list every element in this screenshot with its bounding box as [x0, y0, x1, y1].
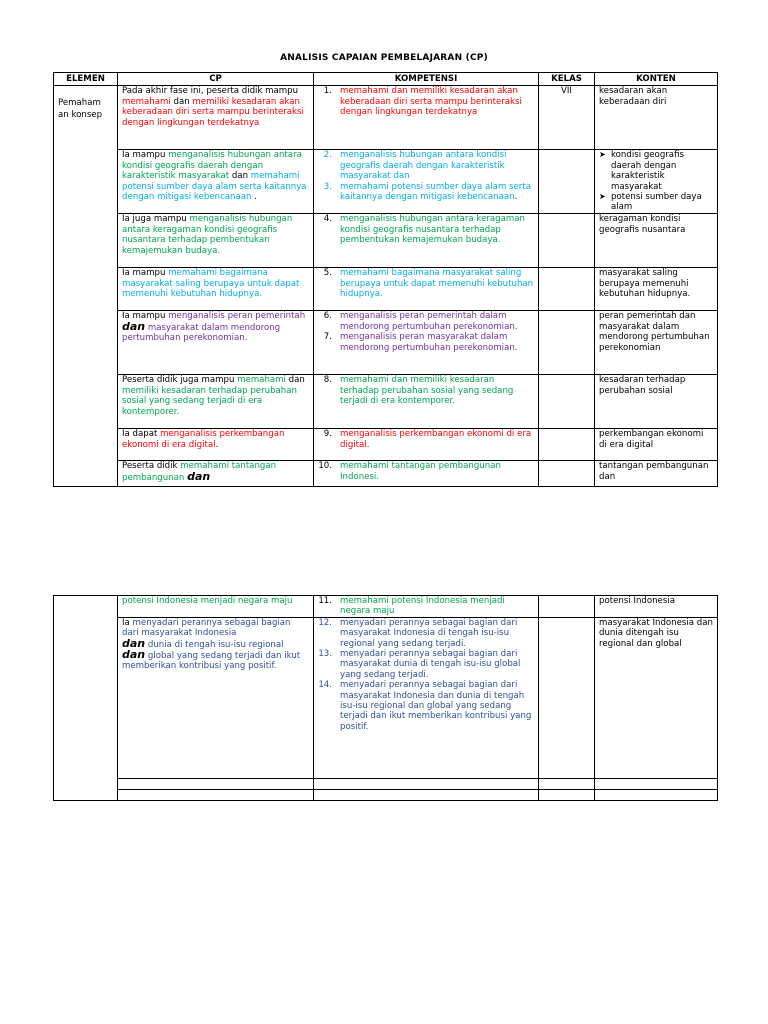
- item-number: 10.: [318, 461, 332, 472]
- dan-emphasis: dan: [122, 319, 146, 333]
- kompetensi-text: .: [514, 192, 518, 203]
- table-row: [54, 778, 718, 789]
- kompetensi-text: menganalisis peran pemerintah dalam mendorong pertumbuhan perekonomian.: [340, 311, 518, 332]
- dan-emphasis: dan: [122, 636, 146, 650]
- kompetensi-cell: [314, 375, 539, 429]
- cp-text: Peserta didik juga mampu: [122, 375, 238, 386]
- kelas-cell: [539, 429, 595, 461]
- konten-cell: masyarakat Indonesia dan dunia ditengah isu regional dan global: [595, 617, 718, 778]
- cp-text: memahami tantangan pembangunan: [122, 461, 277, 483]
- kompetensi-text: memahami tantangan pembangunan Indonesi.: [340, 461, 501, 482]
- cp-cell: [118, 86, 314, 150]
- kompetensi-cell: [314, 268, 539, 311]
- kompetensi-text: memahami dan memiliki kesadaran terhadap perubahan sosial yang sedang terjadi di era kontemporer.: [340, 375, 514, 407]
- table-row: [54, 461, 718, 487]
- cp-cell: [118, 789, 314, 800]
- item-number: 8.: [323, 375, 332, 386]
- kelas-cell: [539, 789, 595, 800]
- cp-cell: [118, 778, 314, 789]
- cp-text: Ia: [122, 617, 133, 628]
- kelas-cell: [539, 461, 595, 487]
- kelas-cell: [539, 311, 595, 375]
- konten-cell: [595, 778, 718, 789]
- kompetensi-cell: [314, 214, 539, 268]
- item-number: 7.: [323, 332, 332, 343]
- header-elemen: ELEMEN: [54, 73, 118, 86]
- konten-cell: keragaman kondisi geografis nusantara: [595, 214, 718, 268]
- kompetensi-text: menyadari perannya sebagai bagian dari masyarakat dunia di tengah isu-isu global yang sedang terjadi.: [340, 649, 521, 680]
- kompetensi-cell: [314, 86, 539, 150]
- arrow-bullet-icon: ➤: [599, 192, 606, 202]
- konten-cell: masyarakat saling berupaya memenuhi kebutuhan hidupnya.: [595, 268, 718, 311]
- cp-text: dan: [285, 375, 305, 386]
- kelas-cell: [539, 268, 595, 311]
- table-row: [54, 596, 718, 618]
- cp-text: memahami bagaimana masyarakat saling berupaya untuk dapat memenuhi kebutuhan hidupnya.: [122, 268, 300, 300]
- cp-cell: [118, 214, 314, 268]
- item-number: 14.: [318, 680, 332, 691]
- cp-cell: [118, 461, 314, 487]
- header-kelas: KELAS: [539, 73, 595, 86]
- konten-text: potensi sumber daya alam: [611, 192, 702, 213]
- konten-text: kondisi geografis daerah dengan karakteristik masyarakat: [611, 150, 684, 192]
- cp-text: menganalisis peran pemerintah: [168, 311, 306, 322]
- item-number: 6.: [323, 311, 332, 322]
- cp-text: menyadari perannya sebagai bagian dari masyarakat Indonesia: [122, 617, 291, 639]
- dan-emphasis: dan: [187, 469, 211, 483]
- cp-text: memahami: [122, 96, 171, 107]
- cp-cell: [118, 268, 314, 311]
- elemen-cell: [54, 596, 118, 801]
- cp-cell: [118, 311, 314, 375]
- kompetensi-cell: [314, 311, 539, 375]
- cp-text: masyarakat dalam mendorong pertumbuhan perekonomian.: [122, 322, 281, 344]
- cp-text: dan: [170, 96, 193, 107]
- cp-analysis-table: [53, 72, 718, 487]
- cp-text: Ia mampu: [122, 311, 169, 322]
- kompetensi-cell: [314, 789, 539, 800]
- kompetensi-text: menganalisis hubungan antara kondisi geografis daerah dengan karakteristik masyarakat dan: [340, 150, 507, 182]
- kompetensi-text: menganalisis peran masyarakat dalam mendorong pertumbuhan perekonomian.: [340, 332, 518, 353]
- table-row: [54, 86, 718, 150]
- header-kompetensi: KOMPETENSI: [314, 73, 539, 86]
- kompetensi-cell: [314, 150, 539, 214]
- kompetensi-text: menyadari perannya sebagai bagian dari masyarakat Indonesia dan dunia di tengah isu-isu regional dan global yang sedang terjadi dan ikut memberikan kontribusi yang positif.: [340, 680, 532, 732]
- konten-cell: kesadaran terhadap perubahan sosial: [595, 375, 718, 429]
- item-number: 11.: [318, 596, 332, 606]
- cp-text: global yang sedang terjadi dan ikut memberikan kontribusi yang positif.: [122, 651, 301, 672]
- cp-text: Ia dapat: [122, 429, 161, 440]
- cp-cell: [118, 375, 314, 429]
- cp-text: .: [215, 439, 219, 450]
- item-number: 4.: [323, 214, 332, 225]
- kelas-cell: [539, 778, 595, 789]
- kelas-cell: [539, 214, 595, 268]
- table-row: [54, 429, 718, 461]
- kompetensi-cell: [314, 429, 539, 461]
- cp-analysis-table-continued: [53, 595, 718, 801]
- item-number: 13.: [318, 649, 332, 660]
- item-number: 5.: [323, 268, 332, 279]
- konten-cell: potensi Indonesia: [595, 596, 718, 618]
- kompetensi-cell: [314, 461, 539, 487]
- kelas-cell: [539, 596, 595, 618]
- item-number: 2.: [323, 150, 332, 161]
- konten-cell: [595, 789, 718, 800]
- header-cp: CP: [118, 73, 314, 86]
- header-row: [54, 73, 718, 86]
- cp-text: Ia mampu: [122, 268, 169, 279]
- table-row: [54, 617, 718, 778]
- kompetensi-text: memahami dan memiliki kesadaran akan keberadaan diri serta mampu berinteraksi dengan lingkungan terdekatnya: [340, 86, 522, 118]
- table-row: [54, 311, 718, 375]
- konten-cell: perkembangan ekonomi di era digital: [595, 429, 718, 461]
- cp-text: Peserta didik: [122, 461, 181, 472]
- table-row: [54, 268, 718, 311]
- kelas-cell: [539, 617, 595, 778]
- item-number: 12.: [318, 617, 332, 628]
- cp-cell: [118, 429, 314, 461]
- cp-cell: [118, 596, 314, 618]
- table-row: [54, 789, 718, 800]
- header-konten: KONTEN: [595, 73, 718, 86]
- cp-cell: [118, 617, 314, 778]
- kompetensi-text: memahami potensi Indonesia menjadi negara maju: [340, 596, 505, 617]
- kompetensi-cell: [314, 778, 539, 789]
- kompetensi-text: menganalisis perkembangan ekonomi di era digital.: [340, 429, 532, 450]
- arrow-bullet-icon: ➤: [599, 150, 606, 160]
- kompetensi-text: menyadari perannya sebagai bagian dari masyarakat Indonesia di tengah isu-isu regional yang sedang terjadi.: [340, 617, 518, 649]
- kelas-cell: VII: [539, 86, 595, 150]
- konten-cell: [595, 150, 718, 214]
- kompetensi-text: memahami potensi sumber daya alam serta kaitannya dengan mitigasi kebencanaan: [340, 181, 531, 203]
- elemen-cell: Pemaham an konsep: [54, 86, 118, 487]
- konten-cell: peran pemerintah dan masyarakat dalam mendorong pertumbuhan perekonomian: [595, 311, 718, 375]
- cp-text: memiliki kesadaran terhadap perubahan sosial yang sedang terjadi di era kontemporer.: [122, 385, 297, 417]
- dan-emphasis: dan: [122, 648, 146, 662]
- kelas-cell: [539, 150, 595, 214]
- kelas-cell: [539, 375, 595, 429]
- item-number: 3.: [323, 181, 332, 192]
- kompetensi-text: menganalisis hubungan antara keragaman kondisi geografis nusantara terhadap pembentukan kemajemukan budaya.: [340, 214, 525, 246]
- kompetensi-cell: [314, 596, 539, 618]
- cp-text: dan: [229, 171, 251, 182]
- table-row: [54, 150, 718, 214]
- cp-text: menganalisis hubungan antara kondisi geografis daerah dengan karakteristik masyarakat: [122, 150, 302, 182]
- cp-text: Ia juga mampu: [122, 214, 190, 225]
- cp-text: memahami: [237, 375, 286, 386]
- cp-text: dunia di tengah isu-isu regional: [147, 639, 284, 650]
- konten-cell: tantangan pembangunan dan: [595, 461, 718, 487]
- konten-cell: kesadaran akan keberadaan diri: [595, 86, 718, 150]
- cp-text: memiliki kesadaran akan keberadaan diri serta mampu berinteraksi dengan lingkungan terdekatnya: [122, 96, 304, 128]
- item-number: 9.: [323, 429, 332, 440]
- document-title: ANALISIS CAPAIAN PEMBELAJARAN (CP): [280, 53, 488, 63]
- item-number: 1.: [323, 86, 332, 97]
- cp-cell: [118, 150, 314, 214]
- cp-text: menganalisis perkembangan ekonomi di era digital: [122, 429, 285, 450]
- cp-text: Ia mampu: [122, 150, 169, 161]
- cp-text: menganalisis hubungan antara keragaman kondisi geografis nusantara terhadap pembentukan kemajemukan budaya.: [122, 214, 293, 256]
- cp-text: Pada akhir fase ini, peserta didik mampu: [122, 86, 299, 97]
- kompetensi-cell: [314, 617, 539, 778]
- table-row: [54, 375, 718, 429]
- table-row: [54, 214, 718, 268]
- kompetensi-text: memahami bagaimana masyarakat saling berupaya untuk dapat memenuhi kebutuhan hidupnya.: [340, 268, 534, 300]
- cp-text: potensi Indonesia menjadi negara maju: [122, 596, 293, 606]
- cp-text: .: [251, 192, 257, 203]
- cp-text: memahami potensi sumber daya alam serta kaitannya dengan mitigasi kebencanaan: [122, 171, 307, 203]
